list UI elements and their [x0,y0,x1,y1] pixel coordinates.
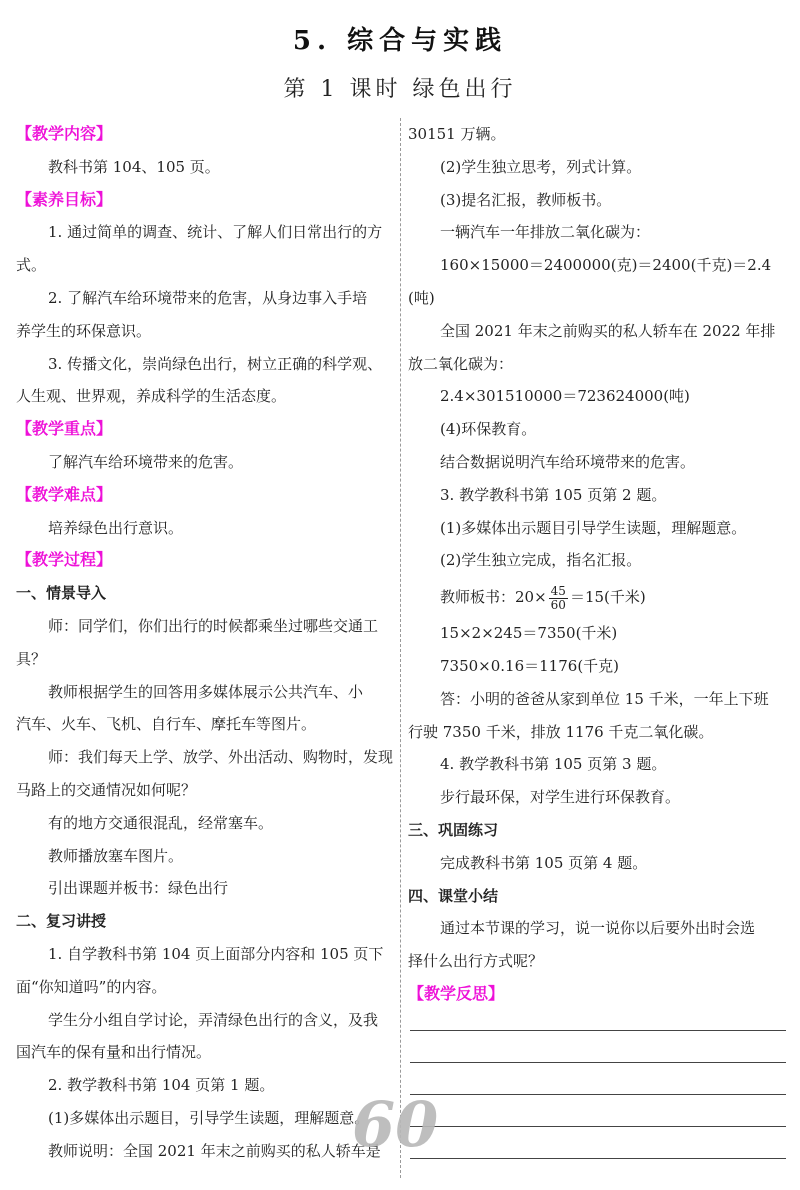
equation: 7350×0.16＝1176(千克) [440,656,620,675]
writing-line [410,1030,786,1031]
paragraph: 汽车、火车、飞机、自行车、摩托车等图片。 [16,715,317,734]
reflection-writing-lines [408,1030,786,1190]
paragraph: (1)多媒体出示题目，引导学生读题，理解题意。 [48,1108,370,1127]
paragraph: 师：我们每天上学、放学、外出活动、购物时，发现 [48,748,394,767]
paragraph: 通过本节课的学习，说一说你以后要外出时会选 [440,919,756,938]
paragraph: 1. 通过简单的调查、统计、了解人们日常出行的方 [48,223,383,242]
paragraph: 完成教科书第 105 页第 4 题。 [440,853,648,872]
paragraph: (2)学生独立完成，指名汇报。 [440,551,642,570]
paragraph: 具？ [16,649,47,668]
paragraph: 国汽车的保有量和出行情况。 [16,1043,212,1062]
paragraph: 全国 2021 年末之前购买的私人轿车在 2022 年排 [440,321,776,340]
paragraph: 3. 传播文化，崇尚绿色出行，树立正确的科学观、 [48,354,383,373]
section-heading: 三、巩固练习 [408,820,499,839]
writing-line [410,1062,786,1063]
heading-reflection: 【教学反思】 [408,983,505,1003]
paragraph: (4)环保教育。 [440,420,537,439]
paragraph: 教师播放塞车图片。 [48,846,184,865]
paragraph: 3. 教学教科书第 105 页第 2 题。 [440,485,667,504]
paragraph: 式。 [16,256,47,275]
heading-key-points: 【教学重点】 [16,419,113,439]
heading-difficulties: 【教学难点】 [16,484,113,504]
heading-process: 【教学过程】 [16,550,113,570]
paragraph: 行驶 7350 千米，排放 1176 千克二氧化碳。 [408,722,714,741]
equation-suffix: ＝15(千米) [569,588,646,607]
section-heading: 一、情景导入 [16,584,107,603]
paragraph: 师：同学们，你们出行的时候都乘坐过哪些交通工 [48,616,379,635]
paragraph: 人生观、世界观，养成科学的生活态度。 [16,387,287,406]
equation: (吨) [408,288,435,307]
left-column [16,118,392,1168]
paragraph: 教科书第 104、105 页。 [48,157,220,176]
column-divider [400,118,401,1178]
paragraph: 4. 教学教科书第 105 页第 3 题。 [440,755,667,774]
equation-with-fraction [408,577,788,617]
equation: 160×15000＝2400000(克)＝2400(千克)＝2.4 [440,256,772,275]
paragraph: 结合数据说明汽车给环境带来的危害。 [440,452,696,471]
paragraph: 一辆汽车一年排放二氧化碳为： [440,223,651,242]
paragraph: 2. 教学教科书第 104 页第 1 题。 [48,1076,275,1095]
fraction-denominator: 60 [550,597,566,612]
paragraph: 马路上的交通情况如何呢？ [16,780,197,799]
fraction [549,585,568,612]
paragraph: 教师说明：全国 2021 年末之前购买的私人轿车是 [48,1141,381,1160]
writing-line [410,1126,786,1127]
writing-line [410,1094,786,1095]
paragraph: (3)提名汇报，教师板书。 [440,190,612,209]
paragraph: 养学生的环保意识。 [16,321,152,340]
paragraph: (1)多媒体出示题目引导学生读题，理解题意。 [440,518,747,537]
right-column [408,118,788,1011]
paragraph: 答：小明的爸爸从家到单位 15 千米，一年上下班 [440,689,769,708]
paragraph: 学生分小组自学讨论，弄清绿色出行的含义，及我 [48,1010,379,1029]
page-title: 5. 综合与实践 [292,26,508,56]
paragraph: 培养绿色出行意识。 [48,518,184,537]
fraction-numerator: 45 [550,583,566,598]
paragraph: 教师根据学生的回答用多媒体展示公共汽车、小 [48,682,364,701]
section-heading: 四、课堂小结 [408,886,499,905]
equation-prefix: 教师板书：20× [440,588,547,607]
paragraph: (2)学生独立思考，列式计算。 [440,157,642,176]
paragraph: 引出课题并板书：绿色出行 [48,879,229,898]
writing-line [410,1158,786,1159]
page-number: 60 [352,1088,439,1161]
paragraph: 择什么出行方式呢？ [408,952,544,971]
section-heading: 二、复习讲授 [16,912,107,931]
paragraph: 步行最环保，对学生进行环保教育。 [440,788,681,807]
equation: 15×2×245＝7350(千米) [440,624,618,643]
paragraph: 有的地方交通很混乱，经常塞车。 [48,813,274,832]
paragraph: 放二氧化碳为： [408,354,514,373]
paragraph: 30151 万辆。 [408,125,506,143]
lesson-subtitle: 第 1 课时 绿色出行 [283,77,517,102]
equation: 2.4×301510000＝723624000(吨) [440,387,690,406]
paragraph: 2. 了解汽车给环境带来的危害，从身边事入手培 [48,288,368,307]
paragraph: 了解汽车给环境带来的危害。 [48,452,244,471]
heading-teaching-content: 【教学内容】 [16,124,113,143]
paragraph: 1. 自学教科书第 104 页上面部分内容和 105 页下 [48,944,384,963]
heading-goals: 【素养目标】 [16,189,113,209]
paragraph: 面“你知道吗”的内容。 [16,977,167,996]
